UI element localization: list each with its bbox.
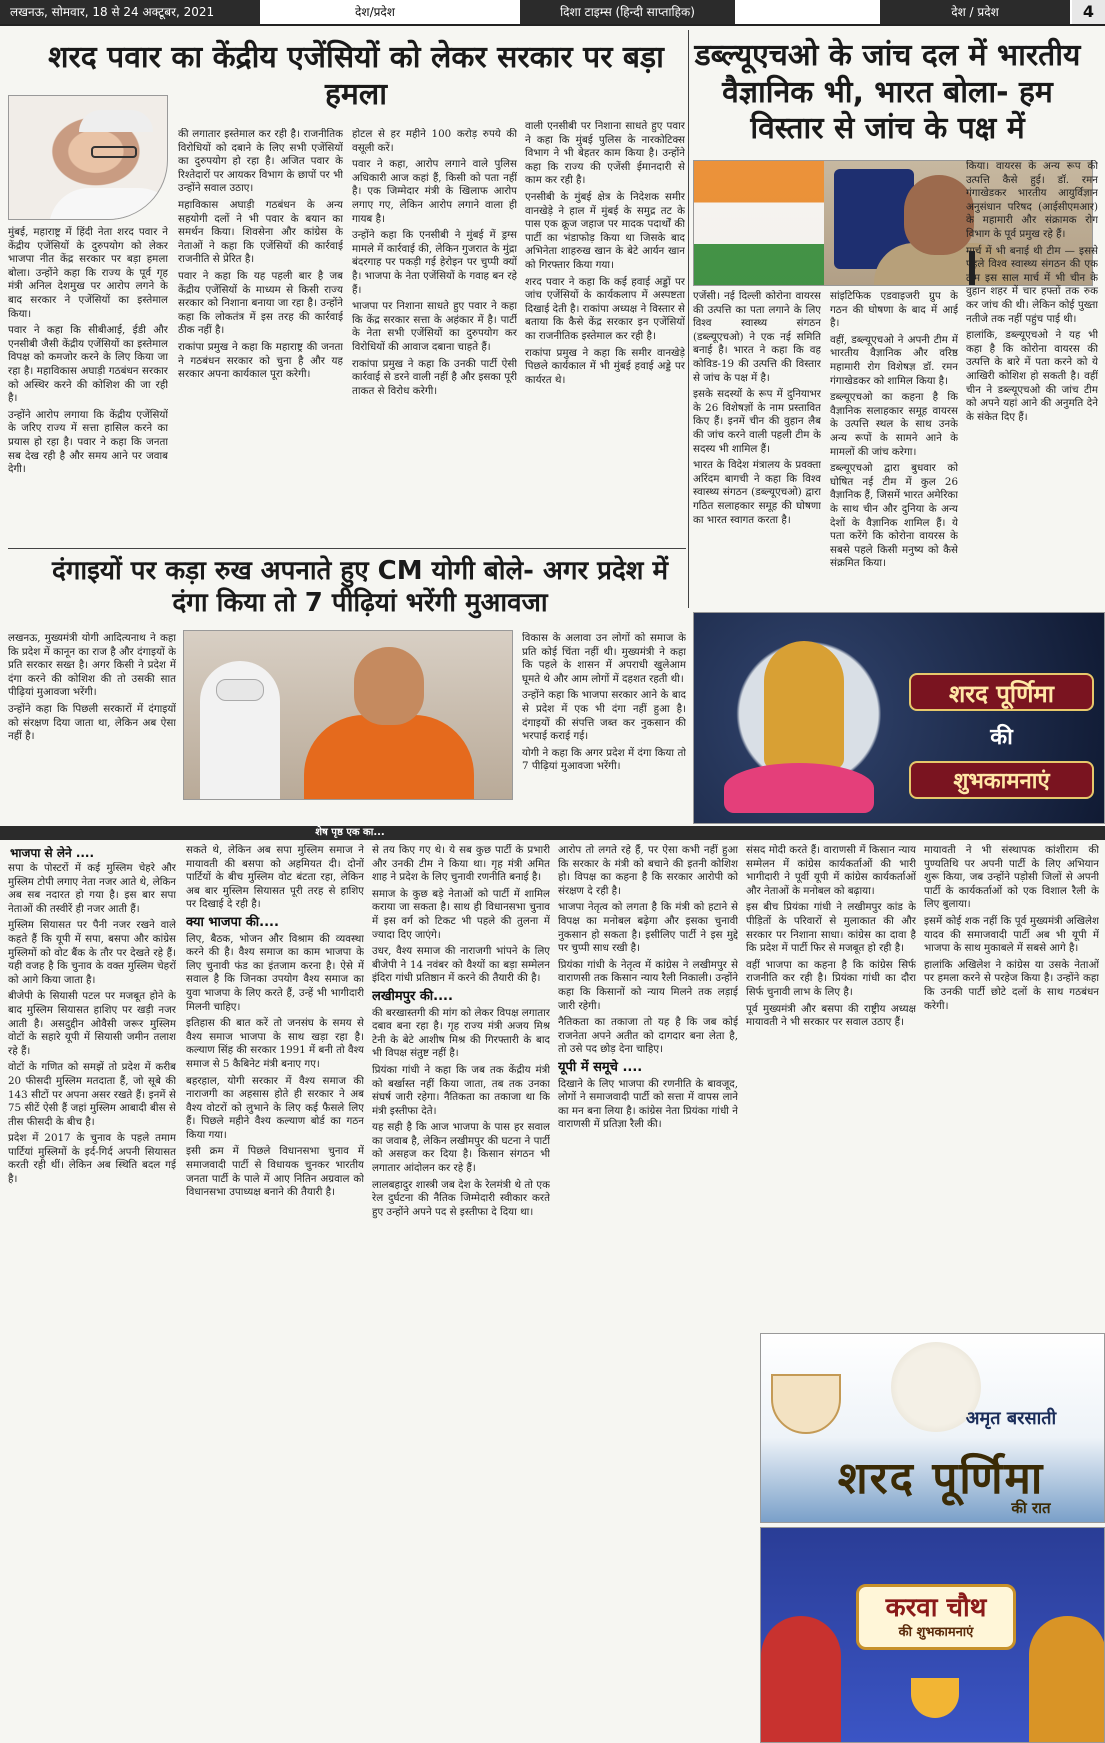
article-yogi-col-1 — [8, 632, 176, 822]
paragraph: पूर्व मुख्यमंत्री और बसपा की राष्ट्रीय अध्यक्ष मायावती ने भी सरकार पर सवाल उठाए हैं। — [746, 1002, 916, 1029]
paragraph: नैतिकता का तकाजा तो यह है कि जब कोई राजनेता अपने अतीत को दागदार बना लेता है, तो उसे पद छोड़ देना चाहिए। — [558, 1016, 738, 1056]
paragraph: भारत के विदेश मंत्रालय के प्रवक्ता अरिंदम बागची ने कहा कि विश्व स्वास्थ्य संगठन (डब्ल्यूएचओ) द्वारा गठित सलाहकार समूह की घोषणा का भारत स्वागत करता है। — [693, 459, 821, 526]
continuation-tag-up: यूपी में समूचे .... — [558, 1059, 643, 1075]
paragraph: वहीं भाजपा का कहना है कि कांग्रेस सिर्फ राजनीति कर रही है। प्रियंका गांधी का दौरा सिर्फ चुनावी लाभ के लिए है। — [746, 958, 916, 998]
paragraph: हालांकि अखिलेश ने कांग्रेस या उसके नेताओं पर हमला करने से परहेज किया है। उन्होंने कहा कि उनकी पार्टी छोटे दलों के साथ गठबंधन करेगी। — [924, 958, 1099, 1012]
paragraph: एनसीबी के मुंबई क्षेत्र के निदेशक समीर वानखेड़े ने हाल में मुंबई के समुद्र तट के पास एक क्रूज जहाज पर मादक पदार्थों की पार्टी का भंडाफोड़ किया था जिसके बाद अभिनेता शाहरुख खान के बेटे आर्यन खान को गिरफ्तार किया गया। — [525, 190, 685, 271]
article-yogi-col-2 — [522, 632, 686, 822]
ad-sharad-line-3: शुभकामनाएं — [953, 768, 1050, 794]
continuation-band-label: शेष पृष्ठ एक का... — [315, 827, 385, 838]
paragraph: से तय किए गए थे। ये सब कुछ पार्टी के प्रभारी और उनकी टीम ने किया था। गृह मंत्री अमित शाह ने प्रदेश के लिए चुनावी रणनीति बनाई है। — [372, 844, 550, 884]
column-divider — [688, 30, 689, 608]
paragraph: इसमें कोई शक नहीं कि पूर्व मुख्यमंत्री अखिलेश यादव की समाजवादी पार्टी अब भी यूपी में भाजपा के साथ मुकाबले में सबसे आगे है। — [924, 914, 1099, 955]
ad-amrit-barsati — [760, 1333, 1105, 1523]
article-sharad-col-3 — [352, 128, 517, 546]
paragraph: मार्च में भी बनाई थी टीम — इससे पहले विश्व स्वास्थ्य संगठन की एक टीम इस साल मार्च में भी चीन के वुहान शहर में चार हफ्तों तक रुक कर जांच की थी। लेकिन कोई पुख्ता नतीजे तक नहीं पहुंच पाई थी। — [966, 244, 1098, 325]
paragraph: उन्होंने कहा कि भाजपा सरकार आने के बाद से प्रदेश में एक भी दंगा नहीं हुआ है। दंगाइयों की संपत्ति जब्त कर नुकसान की भरपाई कराई गई। — [522, 689, 686, 743]
paragraph: राकांपा प्रमुख ने कहा कि महाराष्ट्र की जनता ने गठबंधन सरकार को चुना है और यह सरकार अपना कार्यकाल पूरा करेगी। — [178, 340, 343, 381]
ad-amrit-line-1: अमृत बरसाती — [965, 1408, 1057, 1429]
article-who-col-3 — [966, 160, 1098, 602]
masthead-mid-label: देश/प्रदेश — [355, 5, 395, 19]
edition-date: लखनऊ, सोमवार, 18 से 24 अक्टूबर, 2021 — [0, 0, 260, 24]
paragraph: लालबहादुर शास्त्री जब देश के रेलमंत्री थे तो एक रेल दुर्घटना की नैतिक जिम्मेदारी स्वीकार करते हुए उन्होंने अपने पद से इस्तीफा दे दिया था। — [372, 1178, 550, 1218]
ad-lamp-shape — [911, 1678, 959, 1718]
paragraph: शरद पवार ने कहा कि कई हवाई अड्डों पर जांच एजेंसियों के कार्यकलाप में अस्पष्टता दिखाई देती है। राकांपा अध्यक्ष ने विस्तार से बताया कि कैसे केंद्र सरकार इन एजेंसियों का राजनीतिक इस्तेमाल कर रही है। — [525, 275, 685, 342]
photo-mask-shape — [216, 679, 264, 701]
paragraph: डब्ल्यूएचओ द्वारा बुधवार को घोषित नई टीम में कुल 26 वैज्ञानिक हैं, जिसमें भारत अमेरिका के साथ चीन और दुनिया के अन्य देशों के वैज्ञानिक शामिल हैं। ये पता करेंगे कि कोरोना वायरस के सबसे पहले किसी मनुष्य को कैसे संक्रमित किया। — [830, 462, 958, 570]
paragraph: की लगातार इस्तेमाल कर रही है। राजनीतिक विरोधियों को दबाने के लिए सभी एजेंसियों का दुरुपयोग हो रहा है। अजित पवार के रिश्तेदारों पर आयकर विभाग के छापों पर भी उन्होंने सवाल उठाए। — [178, 128, 343, 195]
lower-col-5 — [746, 844, 916, 1330]
paragraph: यह सही है कि आज भाजपा के पास हर सवाल का जवाब है, लेकिन लखीमपुर की घटना ने पार्टी को असहज कर दिया है। किसान संगठन भी लगातार आंदोलन कर रहे हैं। — [372, 1121, 550, 1175]
paragraph: वाली एनसीबी पर निशाना साधते हुए पवार ने कहा कि मुंबई पुलिस के नारकोटिक्स विभाग ने भी बेहतर काम किया है। उन्होंने कहा कि राज्य की एजेंसी ईमानदारी से काम कर रही है। — [525, 120, 685, 187]
ad-sharad-line-1: शरद पूर्णिमा — [948, 679, 1054, 708]
paragraph: योगी ने कहा कि अगर प्रदेश में दंगा किया तो 7 पीढ़ियां मुआवजा भरेंगी। — [522, 746, 686, 773]
lower-col-4 — [558, 844, 738, 1740]
article-who-col-2 — [830, 290, 958, 602]
paragraph: राकांपा प्रमुख ने कहा कि उनकी पार्टी ऐसी कार्रवाई से डरने वाली नहीं है और इसका पूरी ताकत से विरोध करेगी। — [352, 357, 517, 397]
headline-yogi: दंगाइयों पर कड़ा रुख अपनाते हुए CM योगी बोले- अगर प्रदेश में दंगा किया तो 7 पीढ़ियां भरेंगी मुआवजा — [51, 556, 669, 618]
section-label: देश / प्रदेश — [880, 0, 1070, 24]
section-divider — [8, 548, 686, 549]
photo-flag-shape — [694, 161, 824, 286]
paragraph: सकते थे, लेकिन अब सपा मुस्लिम समाज ने मायावती की बसपा को अहमियत दी। दोनों पार्टियों के बीच मुस्लिम वोट बंटता रहा, लेकिन अब बार मुस्लिम सियासत पूरी तरह से हाशिए पर दिखाई दे रही है। — [186, 844, 364, 911]
paragraph: डब्ल्यूएचओ का कहना है कि वैज्ञानिक सलाहकार समूह वायरस के उत्पत्ति स्थल के साथ उनके अन्य रूपों के सामने आने के मामलों की जांच करेगा। — [830, 391, 958, 458]
paragraph: उन्होंने आरोप लगाया कि केंद्रीय एजेंसियों के जरिए राज्य में सत्ता हासिल करने का प्रयास हो रहा है। पवार ने कहा कि जनता सब देख रही है और समय आने पर जवाब देगी। — [8, 408, 168, 476]
ad-sharad-purnima — [693, 612, 1105, 824]
paragraph: राकांपा प्रमुख ने कहा कि समीर वानखेड़े पिछले कार्यकाल में भी मुंबई हवाई अड्डे पर कार्यरत थे। — [525, 346, 685, 386]
paragraph: लिए, बैठक, भोजन और विश्राम की व्यवस्था करने की है। वैश्य समाज का काम भाजपा के लिए चुनावी फंड का इंतजाम करना है। ऐसे में सवाल है कि जिनका उपयोग वैश्य समाज का युवा भाजपा के लिए करते हैं, उन्हें भी भागीदारी मिलनी चाहिए। — [186, 932, 364, 1013]
continuation-band — [0, 826, 1105, 840]
ad-karwa-line-1: करवा चौथ — [885, 1593, 987, 1623]
continuation-tag-bhajpa: क्या भाजपा की.... — [186, 914, 279, 930]
photo-sharad-pawar — [8, 95, 168, 220]
ad-amrit-line-2: शरद पूर्णिमा — [837, 1453, 1045, 1504]
ad-goddess-figure — [764, 641, 844, 769]
paragraph: इसके सदस्यों के रूप में दुनियाभर के 26 विशेषज्ञों के नाम प्रस्तावित किए हैं। इनमें चीन की वुहान लैब की जांच करने वाली पहली टीम के सदस्य भी शामिल हैं। — [693, 388, 821, 455]
paragraph: महाविकास अघाड़ी गठबंधन के अन्य सहयोगी दलों ने भी पवार के बयान का समर्थन किया। शिवसेना और कांग्रेस के नेताओं ने कहा कि एजेंसियों की कार्रवाई राजनीति से प्रेरित है। — [178, 198, 343, 266]
paragraph: प्रियंका गांधी ने कहा कि जब तक केंद्रीय मंत्री को बर्खास्त नहीं किया जाता, तब तक उनका संघर्ष जारी रहेगा। नैतिकता का तकाजा था कि मंत्री इस्तीफा देते। — [372, 1063, 550, 1117]
paragraph: समाज के कुछ बड़े नेताओं को पार्टी में शामिल कराया जा सकता है। साथ ही विधानसभा चुनाव में इस वर्ग को टिकट भी पहले की तुलना में ज्यादा दिए जाएंगे। — [372, 887, 550, 941]
photo-head-shape — [904, 175, 974, 255]
paragraph: उन्होंने कहा कि एनसीबी ने मुंबई में ड्रग्स मामले में कार्रवाई की, लेकिन गुजरात के मुंद्रा बंदरगाह पर पकड़ी गई हेरोइन पर चुप्पी क्यों है। भाजपा के नेता एजेंसियों के गवाह बन रहे हैं। — [352, 229, 517, 296]
paragraph: मायावती ने भी संस्थापक कांशीराम की पुण्यतिथि पर अपनी पार्टी के लिए अभियान शुरू किया, जब उन्होंने पड़ोसी जिलों से अपनी पार्टी के कार्यकर्ताओं को एक विशाल रैली के लिए बुलाया। — [924, 844, 1099, 911]
paragraph: लखनऊ, मुख्यमंत्री योगी आदित्यनाथ ने कहा कि प्रदेश में कानून का राज है और दंगाइयों के प्रति सरकार सख्त है। अगर किसी ने प्रदेश में दंगा करने की कोशिश की तो उसकी सात पीढ़ियां मुआवजा भरेंगी। — [8, 632, 176, 699]
paragraph: पवार ने कहा कि सीबीआई, ईडी और एनसीबी जैसी केंद्रीय एजेंसियों का इस्तेमाल विपक्ष को कमजोर करने के लिए किया जा रहा है। महाविकास अघाड़ी गठबंधन सरकार को अस्थिर करने की कोशिश की जा रही है। — [8, 324, 168, 405]
paper-name: दिशा टाइम्स (हिन्दी साप्ताहिक) — [520, 0, 735, 24]
article-sharad-col-4 — [525, 120, 685, 546]
paragraph: हालांकि, डब्ल्यूएचओ ने यह भी कहा है कि कोरोना वायरस की उत्पत्ति के बारे में पता करने को ये आखिरी कोशिश हो सकती है। वहीं चीन ने डब्ल्यूएचओ की जांच टीम को अपने यहां आने की अनुमति देने के संकेत दिए हैं। — [966, 329, 1098, 423]
paragraph: इतिहास की बात करें तो जनसंघ के समय से वैश्य समाज भाजपा के साथ खड़ा रहा है। कल्याण सिंह की सरकार 1991 में बनी तो वैश्य समाज से 5 कैबिनेट मंत्री बनाए गए। — [186, 1017, 364, 1070]
photo-shirt-shape — [49, 188, 168, 220]
paragraph: इसी क्रम में पिछले विधानसभा चुनाव में समाजवादी पार्टी से विधायक चुनकर भारतीय जनता पार्टी के पाले में आए नितिन अग्रवाल को विधानसभा उपाध्यक्ष बनाने की तैयारी है। — [186, 1145, 364, 1199]
ad-sharad-line-2: की — [990, 724, 1013, 750]
ad-kheer-bowl-shape — [771, 1374, 841, 1434]
paragraph: उधर, वैश्य समाज की नाराजगी भांपने के लिए बीजेपी ने 14 नवंबर को वैश्यों का बड़ा सम्मेलन इंदिरा गांधी प्रतिष्ठान में करने की तैयारी की है। — [372, 945, 550, 985]
ad-lotus-shape — [724, 763, 874, 813]
paragraph: उन्होंने कहा कि पिछली सरकारों में दंगाइयों को संरक्षण दिया जाता था, लेकिन अब ऐसा नहीं है। — [8, 702, 176, 743]
paragraph: होटल से हर महीने 100 करोड़ रुपये की वसूली करें। — [352, 128, 517, 154]
continuation-tag-lakhimpur: लखीमपुर की.... — [372, 988, 453, 1004]
paragraph: वोटों के गणित को समझें तो प्रदेश में करीब 20 फीसदी मुस्लिम मतदाता हैं, जो सूबे की 143 सीटों पर अपना असर रखते हैं। इनमें से 75 सीटें ऐसी हैं जहां मुस्लिम आबादी बीस से तीस फीसदी के बीच है। — [8, 1061, 176, 1128]
ad-karwa-chauth — [760, 1527, 1105, 1743]
lower-col-3 — [372, 844, 550, 1740]
paragraph: पवार ने कहा, आरोप लगाने वाले पुलिस अधिकारी आज कहां हैं, किसी को पता नहीं है। एक जिम्मेदार मंत्री के खिलाफ आरोप लगाए गए, लेकिन आरोप लगाने वाला ही गायब है। — [352, 158, 517, 225]
paragraph: सपा के पोस्टरों में कई मुस्लिम चेहरे और मुस्लिम टोपी लगाए नेता नजर आते थे, लेकिन अब सब नदारत हो गया है। इस बार सपा नेताओं की तस्वीरें ही नजर आती हैं। — [8, 862, 176, 915]
paragraph: पवार ने कहा कि यह पहली बार है जब केंद्रीय एजेंसियों के माध्यम से किसी राज्य सरकार को निशाना बनाया जा रहा है। उन्होंने कहा कि लोकतंत्र में इस तरह की कार्रवाई ठीक नहीं है। — [178, 269, 343, 337]
paragraph: सांइटिफिक एडवाइजरी ग्रुप के गठन की घोषणा के बाद में आई है। — [830, 290, 958, 330]
article-sharad-col-2 — [178, 128, 343, 546]
photo-head-shape — [354, 647, 424, 725]
paragraph: एजेंसी। नई दिल्ली कोरोना वायरस की उत्पत्ति का पता लगाने के लिए विश्व स्वास्थ्य संगठन (डब्ल्यूएचओ) ने एक नई समिति बनाई है। भारत ने कहा कि वह कोविड-19 की उत्पत्ति की विस्तार से जांच के पक्ष में है। — [693, 290, 821, 384]
paragraph: संसद मोदी करते हैं। वाराणसी में किसान न्याय सम्मेलन में कांग्रेस कार्यकर्ताओं की भारी भागीदारी ने पूर्वी यूपी में कांग्रेस कार्यकर्ताओं और नेताओं के मनोबल को बढ़ाया। — [746, 844, 916, 897]
paragraph: मुंबई, महाराष्ट्र में हिंदी नेता शरद पवार ने केंद्रीय एजेंसियों के दुरुपयोग को लेकर भाजपा नीत केंद्र सरकार पर बड़ा हमला बोला। उन्होंने कहा कि राज्य के पूर्व गृह मंत्री अनिल देशमुख पर आरोप लगने के बाद सरकार ने एजेंसियों का इस्तेमाल किया। — [8, 226, 168, 320]
paragraph: विकास के अलावा उन लोगों को समाज के प्रति कोई चिंता नहीं थी। मुख्यमंत्री ने कहा कि पहले के शासन में अपराधी खुलेआम घूमते थे और आम लोगों में दहशत रहती थी। — [522, 632, 686, 685]
photo-cm-yogi — [183, 630, 513, 800]
paragraph: दिखाने के लिए भाजपा की रणनीति के बावजूद, लोगों ने समाजवादी पार्टी को सत्ता में वापस लाने का मन बना लिया है। कांग्रेस नेता प्रियंका गांधी ने वाराणसी में प्रतिज्ञा रैली की। — [558, 1077, 738, 1131]
paragraph: प्रियंका गांधी के नेतृत्व में कांग्रेस ने लखीमपुर से वाराणसी तक किसान न्याय रैली निकाली। उन्होंने कहा कि किसानों को न्याय मिलने तक लड़ाई जारी रहेगी। — [558, 958, 738, 1012]
masthead — [0, 0, 1105, 26]
ad-karwa-line-2: की शुभकामनाएं — [898, 1625, 974, 1640]
article-who-col-1 — [693, 290, 821, 602]
lower-col-6 — [924, 844, 1099, 1330]
paragraph: वहीं, डब्ल्यूएचओ ने अपनी टीम में भारतीय वैज्ञानिक और वरिष्ठ महामारी रोग विशेषज्ञ डॉ. रमन गंगाखेडकर को शामिल किया है। — [830, 333, 958, 387]
paragraph: आरोप तो लगते रहे हैं, पर ऐसा कभी नहीं हुआ कि सरकार के मंत्री को बचाने की इतनी कोशिश हो। विपक्ष का कहना है कि सरकार आरोपी को संरक्षण दे रही है। — [558, 844, 738, 897]
page-number: 4 — [1072, 0, 1105, 24]
paragraph: इस बीच प्रियंका गांधी ने लखीमपुर कांड के पीड़ितों के परिवारों से मुलाकात की और सरकार पर निशाना साधा। कांग्रेस का दावा है कि प्रदेश में पार्टी फिर से मजबूत हो रही है। — [746, 901, 916, 955]
paragraph: प्रदेश में 2017 के चुनाव के पहले तमाम पार्टियां मुस्लिमों के इर्द-गिर्द अपनी सियासत करती रही थीं। लेकिन अब स्थिति बदल गई है। — [8, 1132, 176, 1186]
headline-sharad-pawar: शरद पवार का केंद्रीय एजेंसियों को लेकर सरकार पर बड़ा हमला — [48, 40, 664, 112]
paragraph: भाजपा पर निशाना साधते हुए पवार ने कहा कि केंद्र सरकार सत्ता के अहंकार में है। पार्टी के नेता सभी एजेंसियों का दुरुपयोग कर विरोधियों की आवाज दबाना चाहते हैं। — [352, 300, 517, 353]
paragraph: की बरखास्तगी की मांग को लेकर विपक्ष लगातार दबाव बना रहा है। गृह राज्य मंत्री अजय मिश्र टेनी के बेटे आशीष मिश्र की गिरफ्तारी के बाद भी विपक्ष संतुष्ट नहीं है। — [372, 1006, 550, 1060]
photo-glasses-shape — [91, 146, 137, 158]
ad-woman-figure-left — [761, 1616, 841, 1743]
ad-woman-figure-right — [1029, 1616, 1105, 1743]
paragraph: मुस्लिम सियासत पर पैनी नजर रखने वाले कहते हैं कि यूपी में सपा, बसपा और कांग्रेस मुस्लिमों को वोट बैंक के तौर पर देखते रहे हैं। यही वजह है कि चुनाव के वक्त मुस्लिम चेहरों को आगे किया जाता है। — [8, 919, 176, 986]
lower-col-1 — [8, 862, 176, 1740]
paragraph: बहरहाल, योगी सरकार में वैश्य समाज की नाराजगी का अहसास होते ही सरकार ने अब वैश्य वोटरों को लुभाने के लिए कई फैसले लिए हैं। पिछले महीने वैश्य कल्याण बोर्ड का गठन किया गया। — [186, 1074, 364, 1141]
photo-hair-shape — [79, 110, 153, 132]
photo-robe-shape — [304, 715, 474, 800]
ad-amrit-line-3: की रात — [1011, 1499, 1051, 1517]
paragraph: किया। वायरस के अन्य रूप की उत्पत्ति कैसे हुई। डॉ. रमन गंगाखेडकर भारतीय आयुर्विज्ञान अनुसंधान परिषद (आईसीएमआर) के महामारी और संक्रामक रोग विभाग के पूर्व प्रमुख रहे हैं। — [966, 160, 1098, 240]
paragraph: भाजपा नेतृत्व को लगता है कि मंत्री को हटाने से विपक्ष का मनोबल बढ़ेगा और इसका चुनावी नुकसान हो सकता है। इसीलिए पार्टी ने इस मुद्दे पर चुप्पी साध रखी है। — [558, 901, 738, 955]
lower-col-2 — [186, 844, 364, 1740]
headline-who-team: डब्ल्यूएचओ के जांच दल में भारतीय वैज्ञानिक भी, भारत बोला- हम विस्तार से जांच के पक्ष में — [694, 38, 1081, 147]
continuation-tag-bjp: भाजपा से लेने .... — [10, 846, 95, 860]
article-sharad-col-1 — [8, 226, 168, 546]
paragraph: बीजेपी के सियासी पटल पर मजबूत होने के बाद मुस्लिम सियासत हाशिए पर खड़ी नजर आती है। असदुद्दीन ओवैसी जरूर मुस्लिम वोटों के सहारे यूपी में सियासी जमीन तलाश रहे हैं। — [8, 990, 176, 1057]
